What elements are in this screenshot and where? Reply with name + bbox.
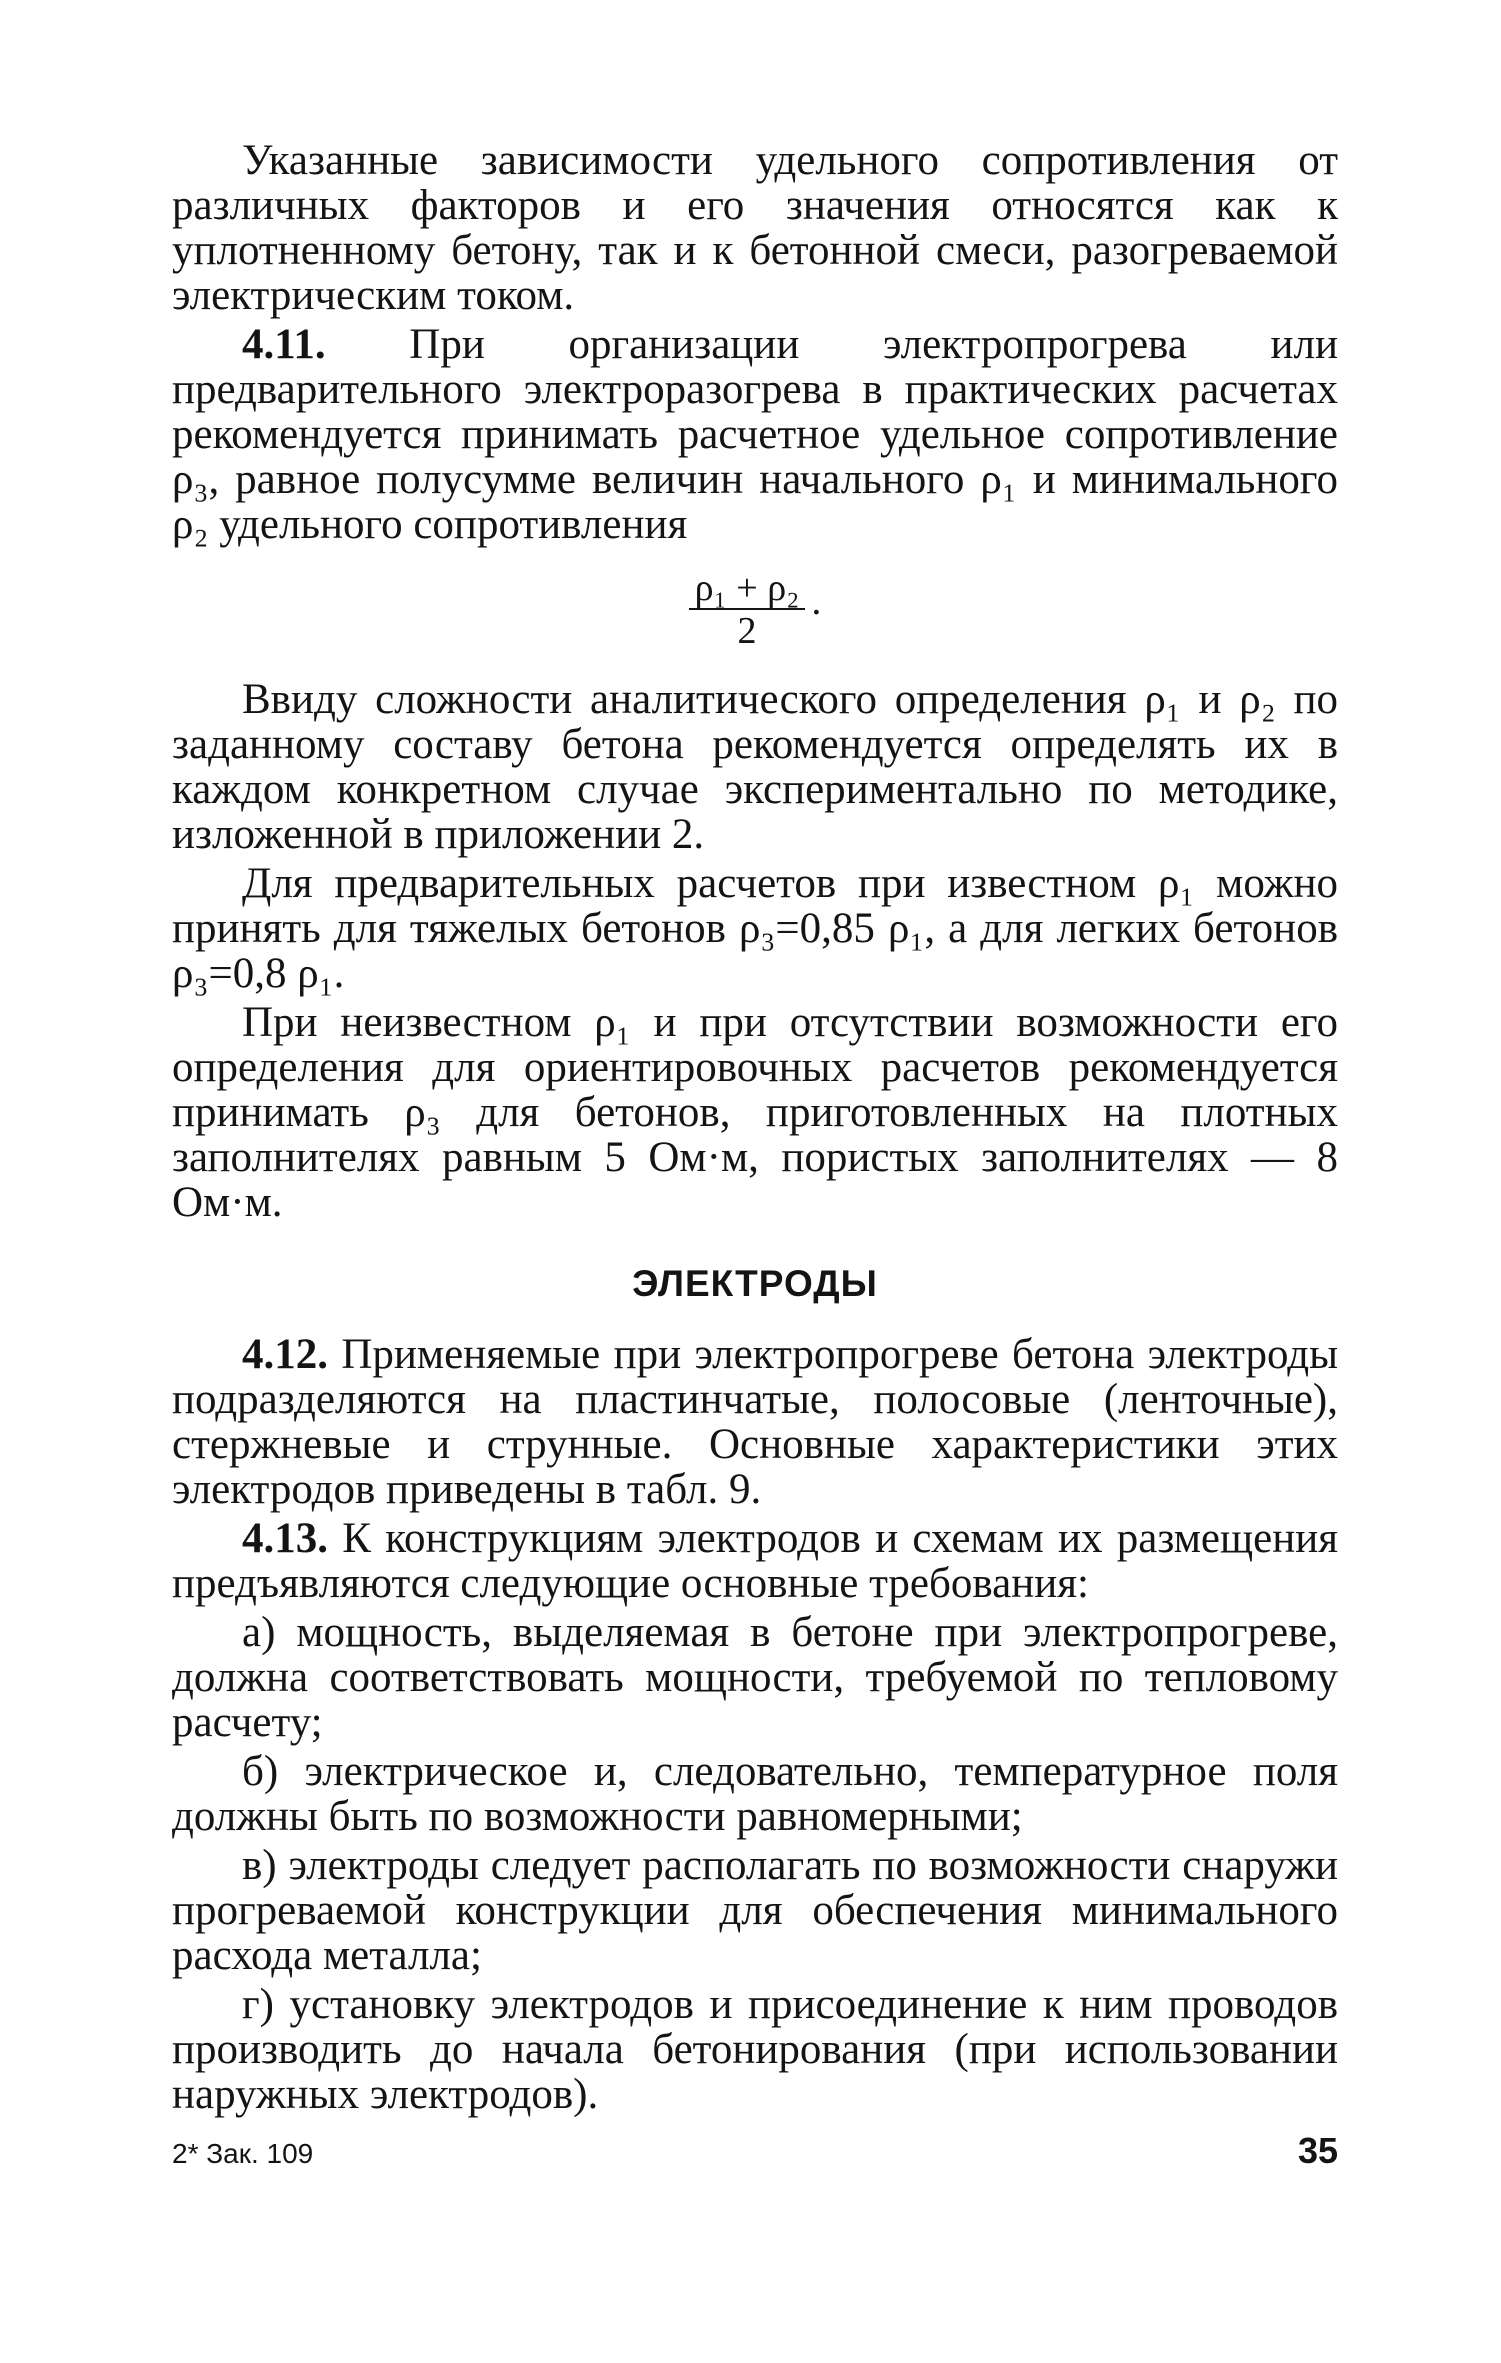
formula-half-sum	[172, 567, 1338, 653]
paragraph-4-11-text: При организации электропрогрева или предварительного электроразогрева в практических расчетах рекомендуется принимать расчетное удельное сопротивление ρ₃, равное полусумме величин начального ρ₁ и минимального ρ₂ удельного сопротивления	[172, 321, 1338, 548]
page-number: 35	[1297, 2130, 1338, 2171]
paragraph-4-12-text: Применяемые при электропрогреве бетона электроды подразделяются на пластинчатые, полосовые (ленточные), стержневые и струнные. Основные характеристики этих электродов приведены в табл. 9.	[172, 1331, 1338, 1513]
paragraph-unknown: При неизвестном ρ₁ и при отсутствии возможности его определения для ориентировочных расчетов рекомендуется принимать ρ₃ для бетонов, приготовленных на плотных заполнителях равным 5 Ом·м, пористых заполнителях — 8 Ом·м.	[172, 999, 1338, 1226]
section-heading: ЭЛЕКТРОДЫ	[632, 1263, 878, 1304]
paragraph-complexity: Ввиду сложности аналитического определения ρ₁ и ρ₂ по заданному составу бетона рекомендуется определять их в каждом конкретном случае экспериментально по методике, изложенной в приложении 2.	[172, 676, 1338, 858]
requirement-b: б) электрическое и, следовательно, температурное поля должны быть по возможности равномерными;	[172, 1748, 1338, 1840]
paragraph-4-12	[172, 1332, 1338, 1512]
order-code: 2* Зак. 109	[172, 2138, 314, 2169]
fraction-numerator: ρ₁ + ρ₂	[689, 568, 806, 610]
formula-period: .	[811, 578, 822, 623]
page-footer	[172, 2130, 1338, 2172]
requirement-g: г) установку электродов и присоединение к ним проводов производить до начала бетонирования (при использовании наружных электродов).	[172, 1981, 1338, 2118]
section-number-4-12: 4.12.	[242, 1331, 328, 1378]
fraction	[689, 568, 806, 652]
paragraph-4-13	[172, 1516, 1338, 1606]
text-column	[172, 138, 1338, 2121]
requirement-v: в) электроды следует располагать по возможности снаружи прогреваемой конструкции для обеспечения минимального расхода металла;	[172, 1842, 1338, 1979]
paragraph-preliminary: Для предварительных расчетов при известном ρ₁ можно принять для тяжелых бетонов ρ₃=0,85 ρ₁, а для легких бетонов ρ₃=0,8 ρ₁.	[172, 860, 1338, 997]
section-number-4-13: 4.13.	[242, 1515, 328, 1562]
fraction-denominator: 2	[737, 610, 757, 652]
paragraph-4-13-text: К конструкциям электродов и схемам их размещения предъявляются следующие основные требования:	[172, 1515, 1338, 1607]
requirement-a: а) мощность, выделяемая в бетоне при электропрогреве, должна соответствовать мощности, требуемой по тепловому расчету;	[172, 1609, 1338, 1746]
paragraph-4-11	[172, 322, 1338, 547]
paragraph-intro: Указанные зависимости удельного сопротивления от различных факторов и его значения относятся как к уплотненному бетону, так и к бетонной смеси, разогреваемой электрическим током.	[172, 137, 1338, 319]
section-number-4-11: 4.11.	[242, 321, 326, 368]
